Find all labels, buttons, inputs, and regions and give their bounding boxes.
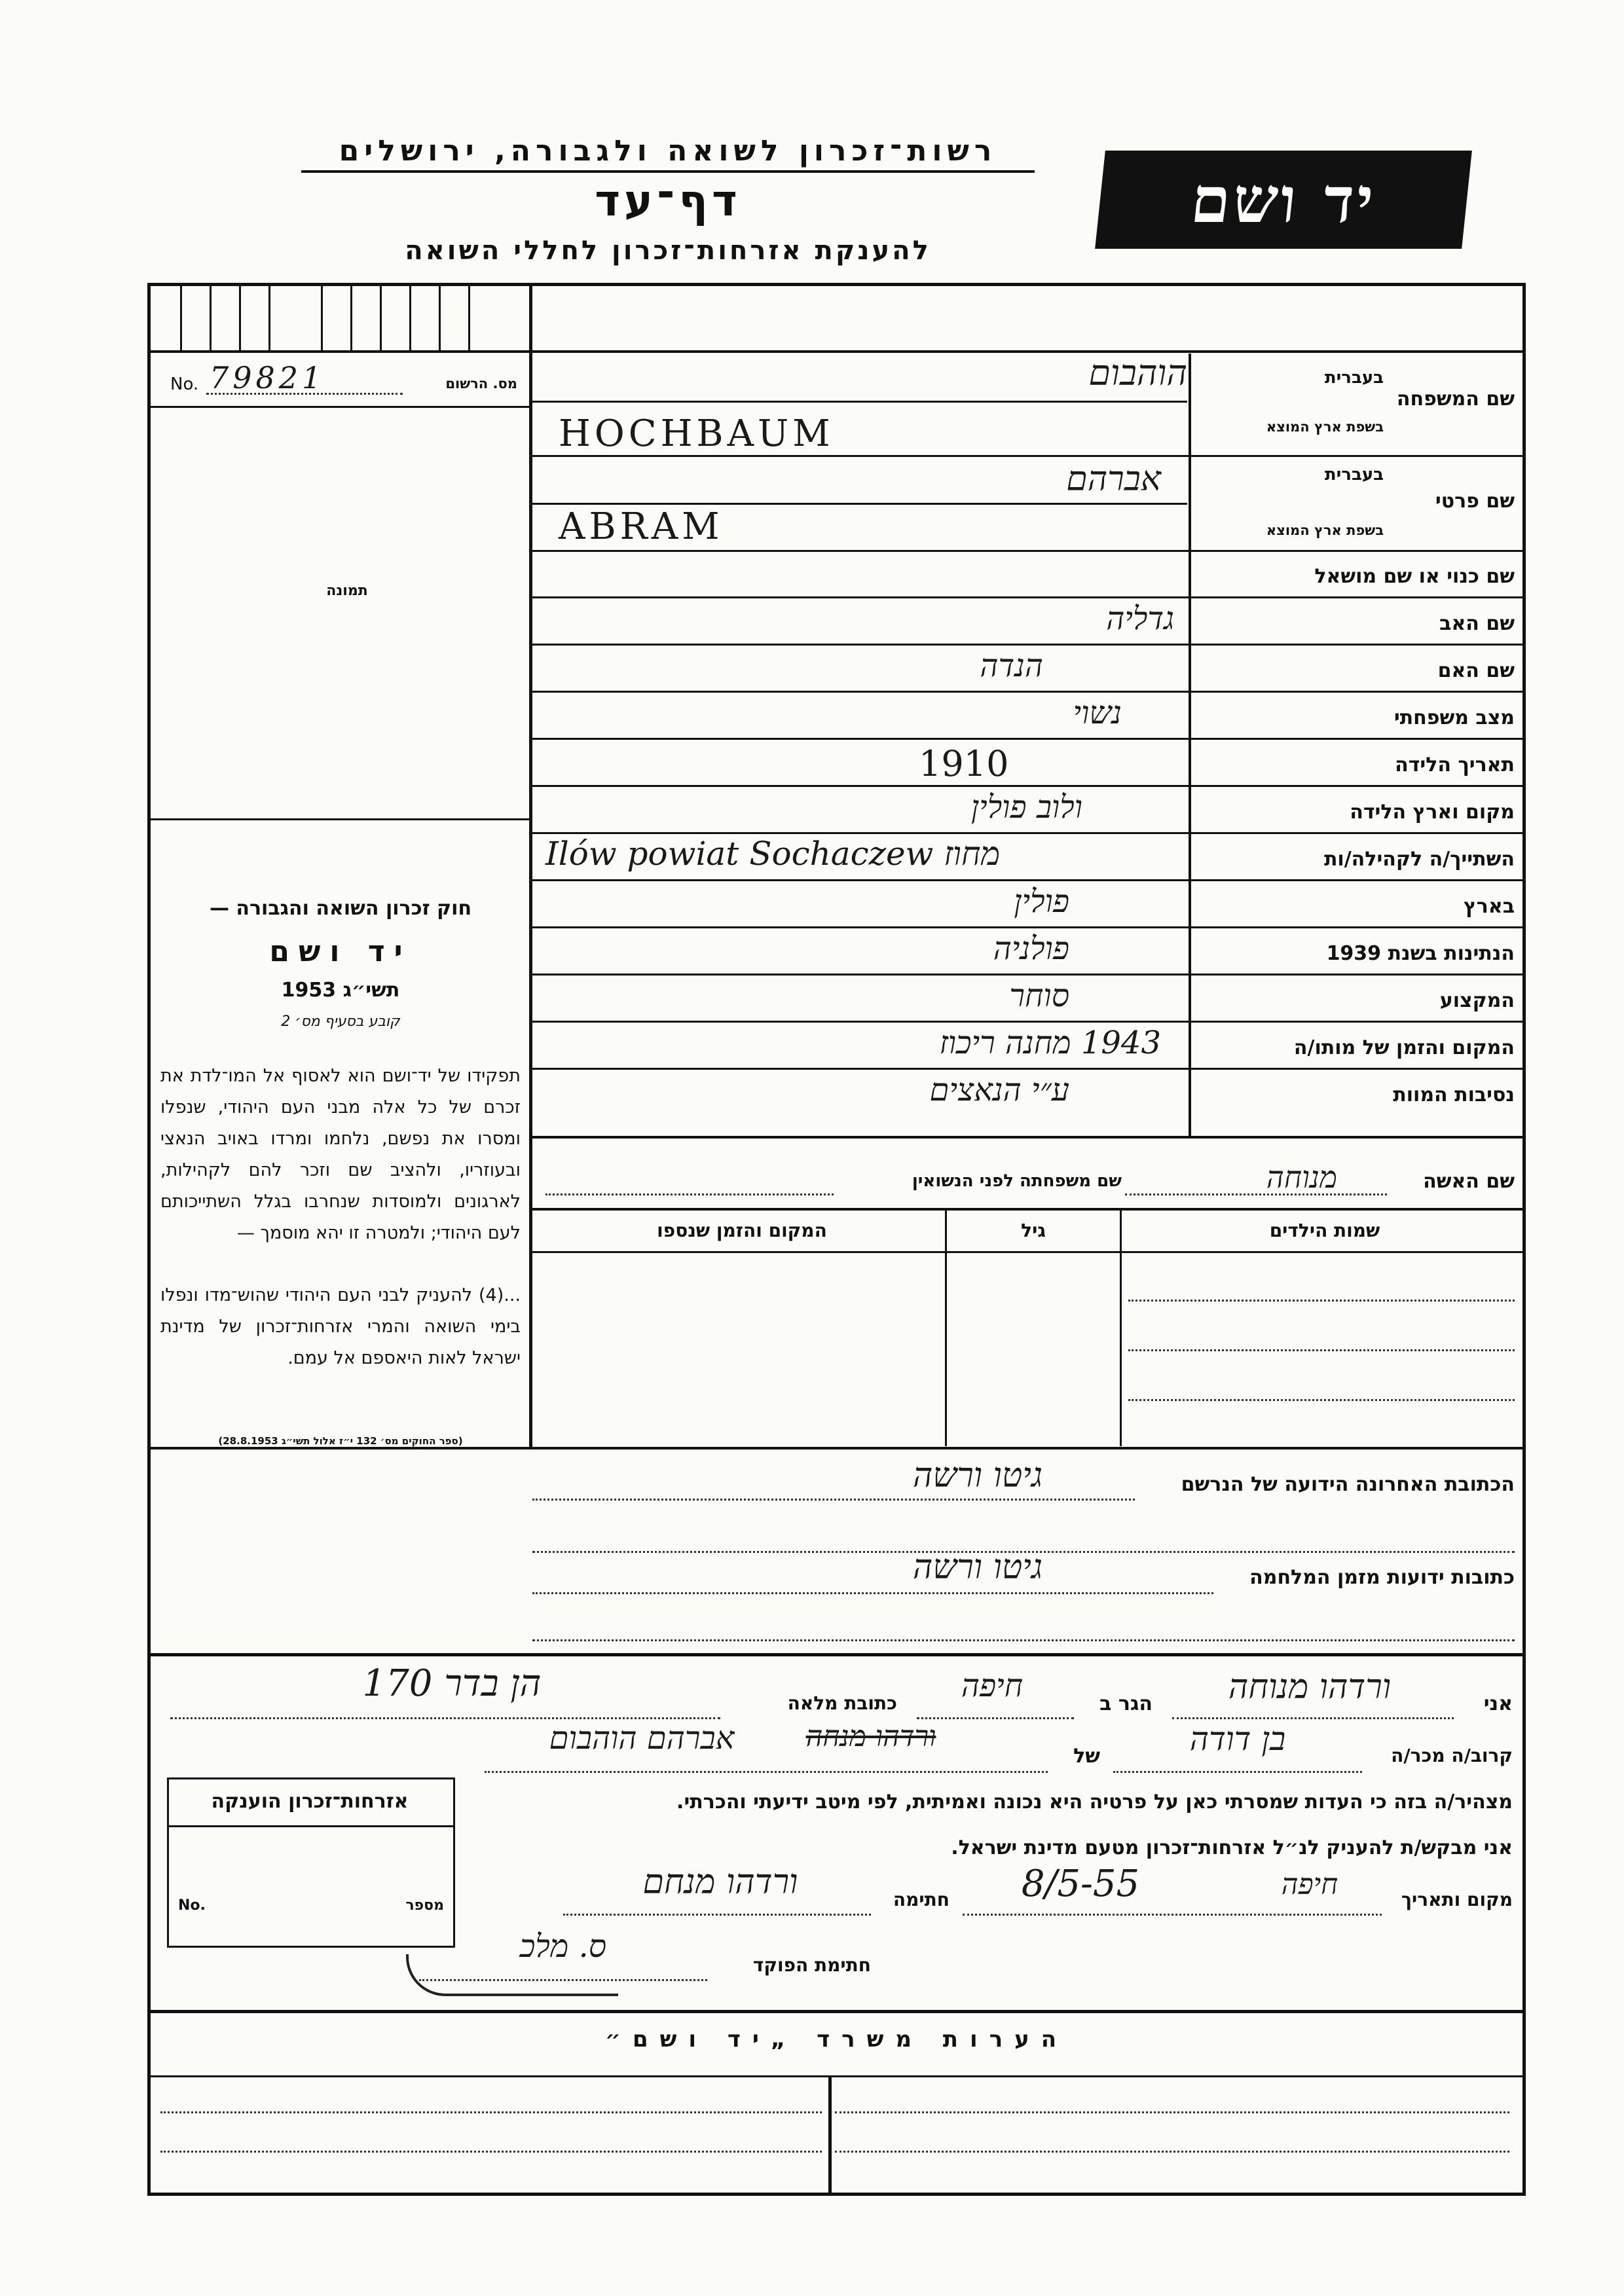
birth-date-row: [532, 740, 1522, 788]
declarant-address[interactable]: הן בדר 170: [362, 1662, 542, 1705]
logo-text: יד ושם: [1187, 162, 1380, 237]
law-text-purpose: תפקידו של יד־ושם הוא לאסוף אל המו־לדת את זכרם של כל אלה מבני העם היהודי, שנפלו ומסרו את נפשם, נלחמו ומרדו באויב הנאצי ובעוזריו, ולהציב שם וזכר להם לקהילות, לארגונים ולמוסדות שנחרבו בגלל השתייכותם לעם היהודי; ולמטרה זו יהא מוסמך —: [160, 1066, 521, 1243]
form-subtitle: להענקת אזרחות־זכרון לחללי השואה: [405, 236, 931, 266]
wife-maiden-label: שם משפחתה לפני הנשואין: [912, 1171, 1122, 1191]
full-address-label: כתובת מלאה: [787, 1692, 897, 1714]
surname-hebrew-sub: בעברית: [1324, 368, 1384, 388]
marital-status-label: מצב משפחתי: [1393, 706, 1515, 729]
citizenship-granted-title: אזרחות־זכרון הוענקה: [211, 1790, 409, 1813]
children-col-place: המקום והזמן שנספו: [657, 1220, 827, 1241]
officer-signature-flourish: [406, 1954, 618, 1996]
father-name-label: שם האב: [1439, 612, 1515, 635]
birth-place-value[interactable]: ולוב פולין: [970, 789, 1082, 826]
wife-label: שם האשה: [1423, 1170, 1515, 1193]
birth-date-label: תאריך הלידה: [1395, 754, 1515, 776]
surname-origin-sub: בשפת ארץ המוצא: [1266, 419, 1384, 435]
community-row: [532, 835, 1522, 882]
struck-text: ורדהו מנחה: [805, 1720, 936, 1753]
law-reference: (ספר החוקים מס׳ 132 י״ז אלול תשי״ג 28.8.1953): [218, 1435, 463, 1447]
remarks-lines: [154, 2075, 1519, 2193]
death-place-time-value[interactable]: 1943 מחנה ריכוז: [939, 1025, 1161, 1061]
children-table: [532, 1211, 1522, 1446]
declaration-request-text: אני מבקש/ת להעניק לנ״ל אזרחות־זכרון מטעם מדינת ישראל.: [951, 1836, 1513, 1859]
given-name-label: שם פרטי: [1435, 490, 1515, 513]
reg-no-label-en: No.: [170, 374, 199, 394]
surname-origin-value[interactable]: HOCHBAUM: [559, 412, 834, 455]
country-label: בארץ: [1463, 895, 1515, 918]
surname-hebrew-value[interactable]: הוהבום: [1088, 352, 1187, 393]
declaration-i-label: אני: [1483, 1692, 1513, 1715]
last-address-label: הכתובת האחרונה הידועה של הנרשם: [1181, 1473, 1515, 1496]
wife-value[interactable]: מנוחה: [1266, 1159, 1338, 1195]
lives-in-label: הגר ב: [1099, 1692, 1153, 1715]
mother-name-value[interactable]: הנדה: [980, 647, 1043, 684]
profession-label: המקצוע: [1439, 989, 1515, 1012]
relation-value[interactable]: בן דודה: [1189, 1720, 1286, 1758]
law-year: תשי״ג 1953: [281, 979, 400, 1002]
of-label: של: [1073, 1745, 1100, 1768]
reg-no-value: 79821: [210, 360, 325, 395]
declarant-city[interactable]: חיפה: [961, 1667, 1024, 1704]
war-address-label: כתובות ידועות מזמן המלחמה: [1249, 1566, 1515, 1589]
place-date-label: מקום ותאריך: [1401, 1889, 1513, 1910]
marital-status-row: [532, 693, 1522, 740]
signature-value[interactable]: ורדהו מנחם: [642, 1863, 798, 1902]
death-place-time-row: [532, 1023, 1522, 1070]
law-title: חוק זכרון השואה והגבורה —: [209, 897, 472, 920]
stamp-no-he: מספר: [405, 1897, 444, 1914]
stamp-no-label: No.: [178, 1897, 206, 1914]
signature-label: חתימה: [893, 1889, 950, 1910]
remarks-title: הערות משרד „יד ושם״: [604, 2026, 1069, 2052]
community-value[interactable]: Ilów powiat Sochaczew מחוז: [545, 835, 1001, 873]
law-text-citizenship: ...(4) להעניק לבני העם היהודי שהוש־מדו ונפלו בימי השואה והמרי אזרחות־זכרון של מדינת ישראל לאות היאספם אל עמם.: [160, 1285, 521, 1368]
authority-heading: רשות־זכרון לשואה ולגבורה, ירושלים: [301, 134, 1035, 173]
country-value[interactable]: פולין: [1014, 883, 1069, 920]
related-person[interactable]: אברהם הוהבום: [549, 1720, 735, 1757]
declaration-truth-text: מצהיר/ה בזה כי העדות שמסרתי כאן על פרטיה היא נכונה ואמיתית, לפי מיטב ידיעתי והכרתי.: [676, 1791, 1513, 1813]
citizenship-1939-value[interactable]: פולניה: [993, 930, 1069, 967]
declarant-name[interactable]: ורדהו מנוחה: [1228, 1667, 1392, 1707]
date-value[interactable]: 8/5-55: [1021, 1863, 1140, 1905]
yad-vashem-logo: [1095, 151, 1472, 249]
war-address-value[interactable]: גיטו ורשה: [912, 1548, 1043, 1587]
nickname-row: [532, 552, 1522, 599]
given-name-field: [532, 458, 1522, 556]
given-name-hebrew-value[interactable]: אברהם: [1066, 460, 1161, 499]
death-circumstances-row: [532, 1070, 1522, 1118]
profession-value[interactable]: סוחר: [1009, 977, 1069, 1014]
given-name-origin-value[interactable]: ABRAM: [559, 505, 724, 548]
law-name: יד ושם: [269, 935, 412, 968]
community-label: השתייך/ה לקהילה/ות: [1323, 848, 1515, 871]
country-row: [532, 882, 1522, 929]
profession-row: [532, 976, 1522, 1023]
birth-date-value[interactable]: 1910: [919, 743, 1009, 784]
addresses-section: [532, 1449, 1522, 1652]
given-name-origin-sub: בשפת ארץ המוצא: [1266, 522, 1384, 538]
father-name-value[interactable]: גדליה: [1106, 600, 1174, 637]
relative-label: קרוב/ה מכר/ה: [1391, 1745, 1513, 1766]
place-value[interactable]: חיפה: [1281, 1868, 1338, 1901]
wife-row: [532, 1159, 1522, 1201]
citizenship-granted-box: [167, 1777, 455, 1948]
citizenship-1939-label: הנתינות בשנת 1939: [1326, 942, 1515, 965]
form-title: דף־עד: [595, 175, 741, 226]
death-circumstances-value[interactable]: ע״י הנאצים: [929, 1072, 1069, 1108]
photo-label: תמונה: [326, 583, 368, 599]
registration-number-row: [164, 360, 524, 399]
birth-place-row: [532, 788, 1522, 835]
last-address-value[interactable]: גיטו ורשה: [912, 1456, 1043, 1495]
birth-place-label: מקום וארץ הלידה: [1350, 801, 1515, 824]
reg-no-label-he: מס. הרשום: [445, 376, 517, 392]
marital-status-value[interactable]: נשוי: [1073, 695, 1122, 731]
citizenship-1939-row: [532, 929, 1522, 976]
officer-signature-label: חתימת הפוקד: [752, 1954, 871, 1976]
mother-name-row: [532, 646, 1522, 693]
mother-name-label: שם האם: [1437, 659, 1515, 682]
death-place-time-label: המקום והזמן של מותו/ה: [1293, 1036, 1515, 1059]
children-col-age: גיל: [1021, 1220, 1046, 1241]
death-circumstances-label: נסיבות המוות: [1393, 1084, 1515, 1106]
surname-field: [532, 354, 1522, 458]
officer-signature-value[interactable]: ס. מלכ: [519, 1928, 607, 1965]
surname-label: שם המשפחה: [1396, 388, 1515, 410]
given-name-hebrew-sub: בעברית: [1324, 465, 1384, 484]
nickname-label: שם כנוי או שם מושאל: [1314, 565, 1515, 588]
children-col-names: שמות הילדים: [1269, 1220, 1380, 1241]
registration-tick-strip: [151, 286, 529, 350]
law-section: קובע בסעיף מס׳ 2: [281, 1013, 400, 1030]
father-name-row: [532, 599, 1522, 646]
